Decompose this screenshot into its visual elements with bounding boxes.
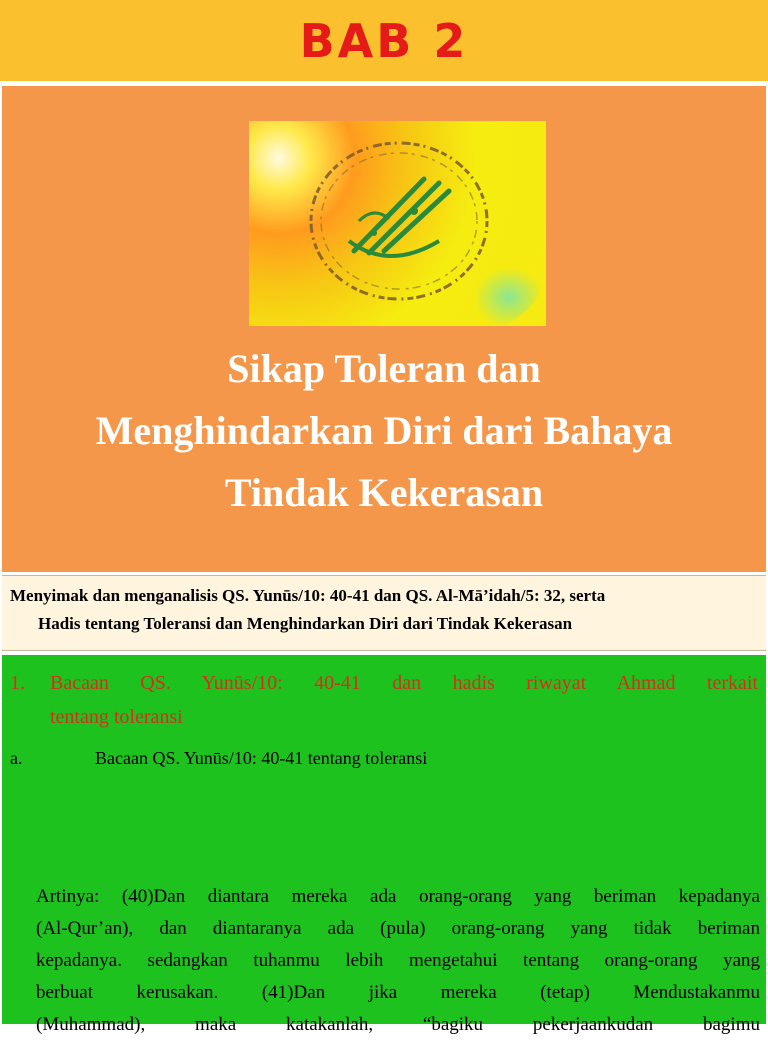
translation-line: (Muhammad), maka katakanlah, “bagiku pekerjaankudan bagimu: [36, 1014, 760, 1035]
chapter-title: [2, 338, 766, 524]
section-heading-line-2: tentang toleransi: [50, 706, 183, 728]
sub-heading-letter: a.: [10, 748, 23, 768]
subtitle-line-2: Hadis tentang Toleransi dan Menghindarkan Diri dari Tindak Kekerasan: [38, 614, 573, 633]
chapter-number: BAB 2: [299, 13, 469, 68]
translation-text: [36, 881, 760, 1041]
sub-heading: [10, 744, 710, 772]
subtitle-panel: [2, 575, 766, 651]
subtitle-line-1: Menyimak dan menganalisis QS. Yunūs/10: 40-41 dan QS. Al-Mā’idah/5: 32, serta: [10, 586, 606, 605]
chapter-title-line-2: Menghindarkan Diri dari Bahaya: [95, 408, 673, 453]
section-heading: [10, 666, 760, 734]
chapter-title-line-3: Tindak Kekerasan: [224, 470, 544, 515]
translation-line: Artinya: (40)Dan diantara mereka ada orang-orang yang beriman kepadanya: [36, 886, 760, 907]
section-number: 1.: [10, 672, 25, 694]
translation-line: berbuat kerusakan. (41)Dan jika mereka (tetap) Mendustakanmu: [36, 982, 760, 1003]
translation-line: kepadanya. sedangkan tuhanmu lebih mengetahui tentang orang-orang yang: [36, 950, 760, 971]
subtitle-text: [10, 582, 762, 638]
sub-heading-label: Bacaan QS. Yunūs/10: 40-41 tentang toleransi: [95, 748, 428, 768]
chapter-title-line-1: Sikap Toleran dan: [227, 346, 541, 391]
chapter-header: [0, 0, 768, 84]
translation-line: (Al-Qur’an), dan diantaranya ada (pula) orang-orang yang tidak beriman: [36, 918, 760, 939]
section-heading-line-1: Bacaan QS. Yunūs/10: 40-41 dan hadis riwayat Ahmad terkait: [50, 672, 758, 694]
allah-calligraphy-icon: [249, 121, 546, 326]
